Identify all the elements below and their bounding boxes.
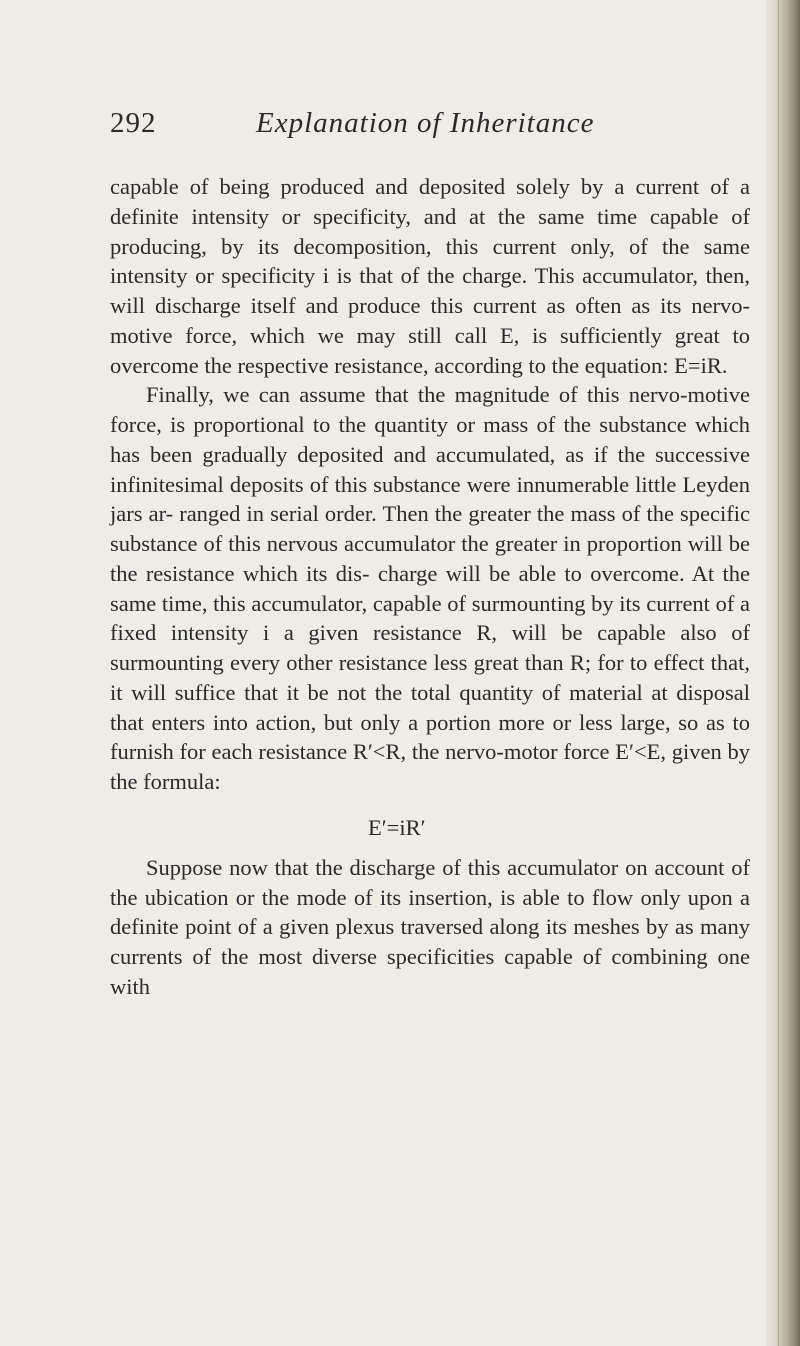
running-title: Explanation of Inheritance	[256, 107, 595, 139]
formula: E′=iR′	[368, 814, 426, 840]
paragraph: capable of being produced and deposited solely by a current of a definite intensity or specificity, and at the same time capable of producing, by its decomposition, this current only, of the same intensity or specificity i is that of the charge. This accumulator, then, will discharge itself and produce this current as often as its nervo-motive force, which we may still call E, is sufficiently great to overcome the respective resistance, according to the equation: E=iR.	[110, 174, 750, 378]
page-number: 292	[110, 107, 157, 139]
body-text	[110, 172, 750, 1002]
paragraph: Finally, we can assume that the magnitude of this nervo-motive force, is proportional to the quantity or mass of the substance which has been gradually deposited and accumulated, as if the successive infinitesimal deposits of this substance were innumerable little Leyden jars ar- ranged in serial order. Then the greater the mass of the specific substance of this nervous accumulator the greater in proportion will be the resistance which its dis- charge will be able to overcome. At the same time, this accumulator, capable of surmounting by its current of a fixed intensity i a given resistance R, will be capable also of surmounting every other resistance less great than R; for to effect that, it will suffice that it be not the total quantity of material at disposal that enters into action, but only a portion more or less large, so as to furnish for each resistance R′<R, the nervo-motor force E′<E, given by the formula:	[110, 382, 750, 794]
running-head	[110, 103, 750, 143]
paragraph: Suppose now that the discharge of this accumulator on account of the ubication or the mode of its insertion, is able to flow only upon a definite point of a given plexus traversed along its meshes by as many currents of the most diverse specificities capable of combining one with	[110, 854, 750, 999]
page-edge-shadow	[766, 0, 800, 1346]
